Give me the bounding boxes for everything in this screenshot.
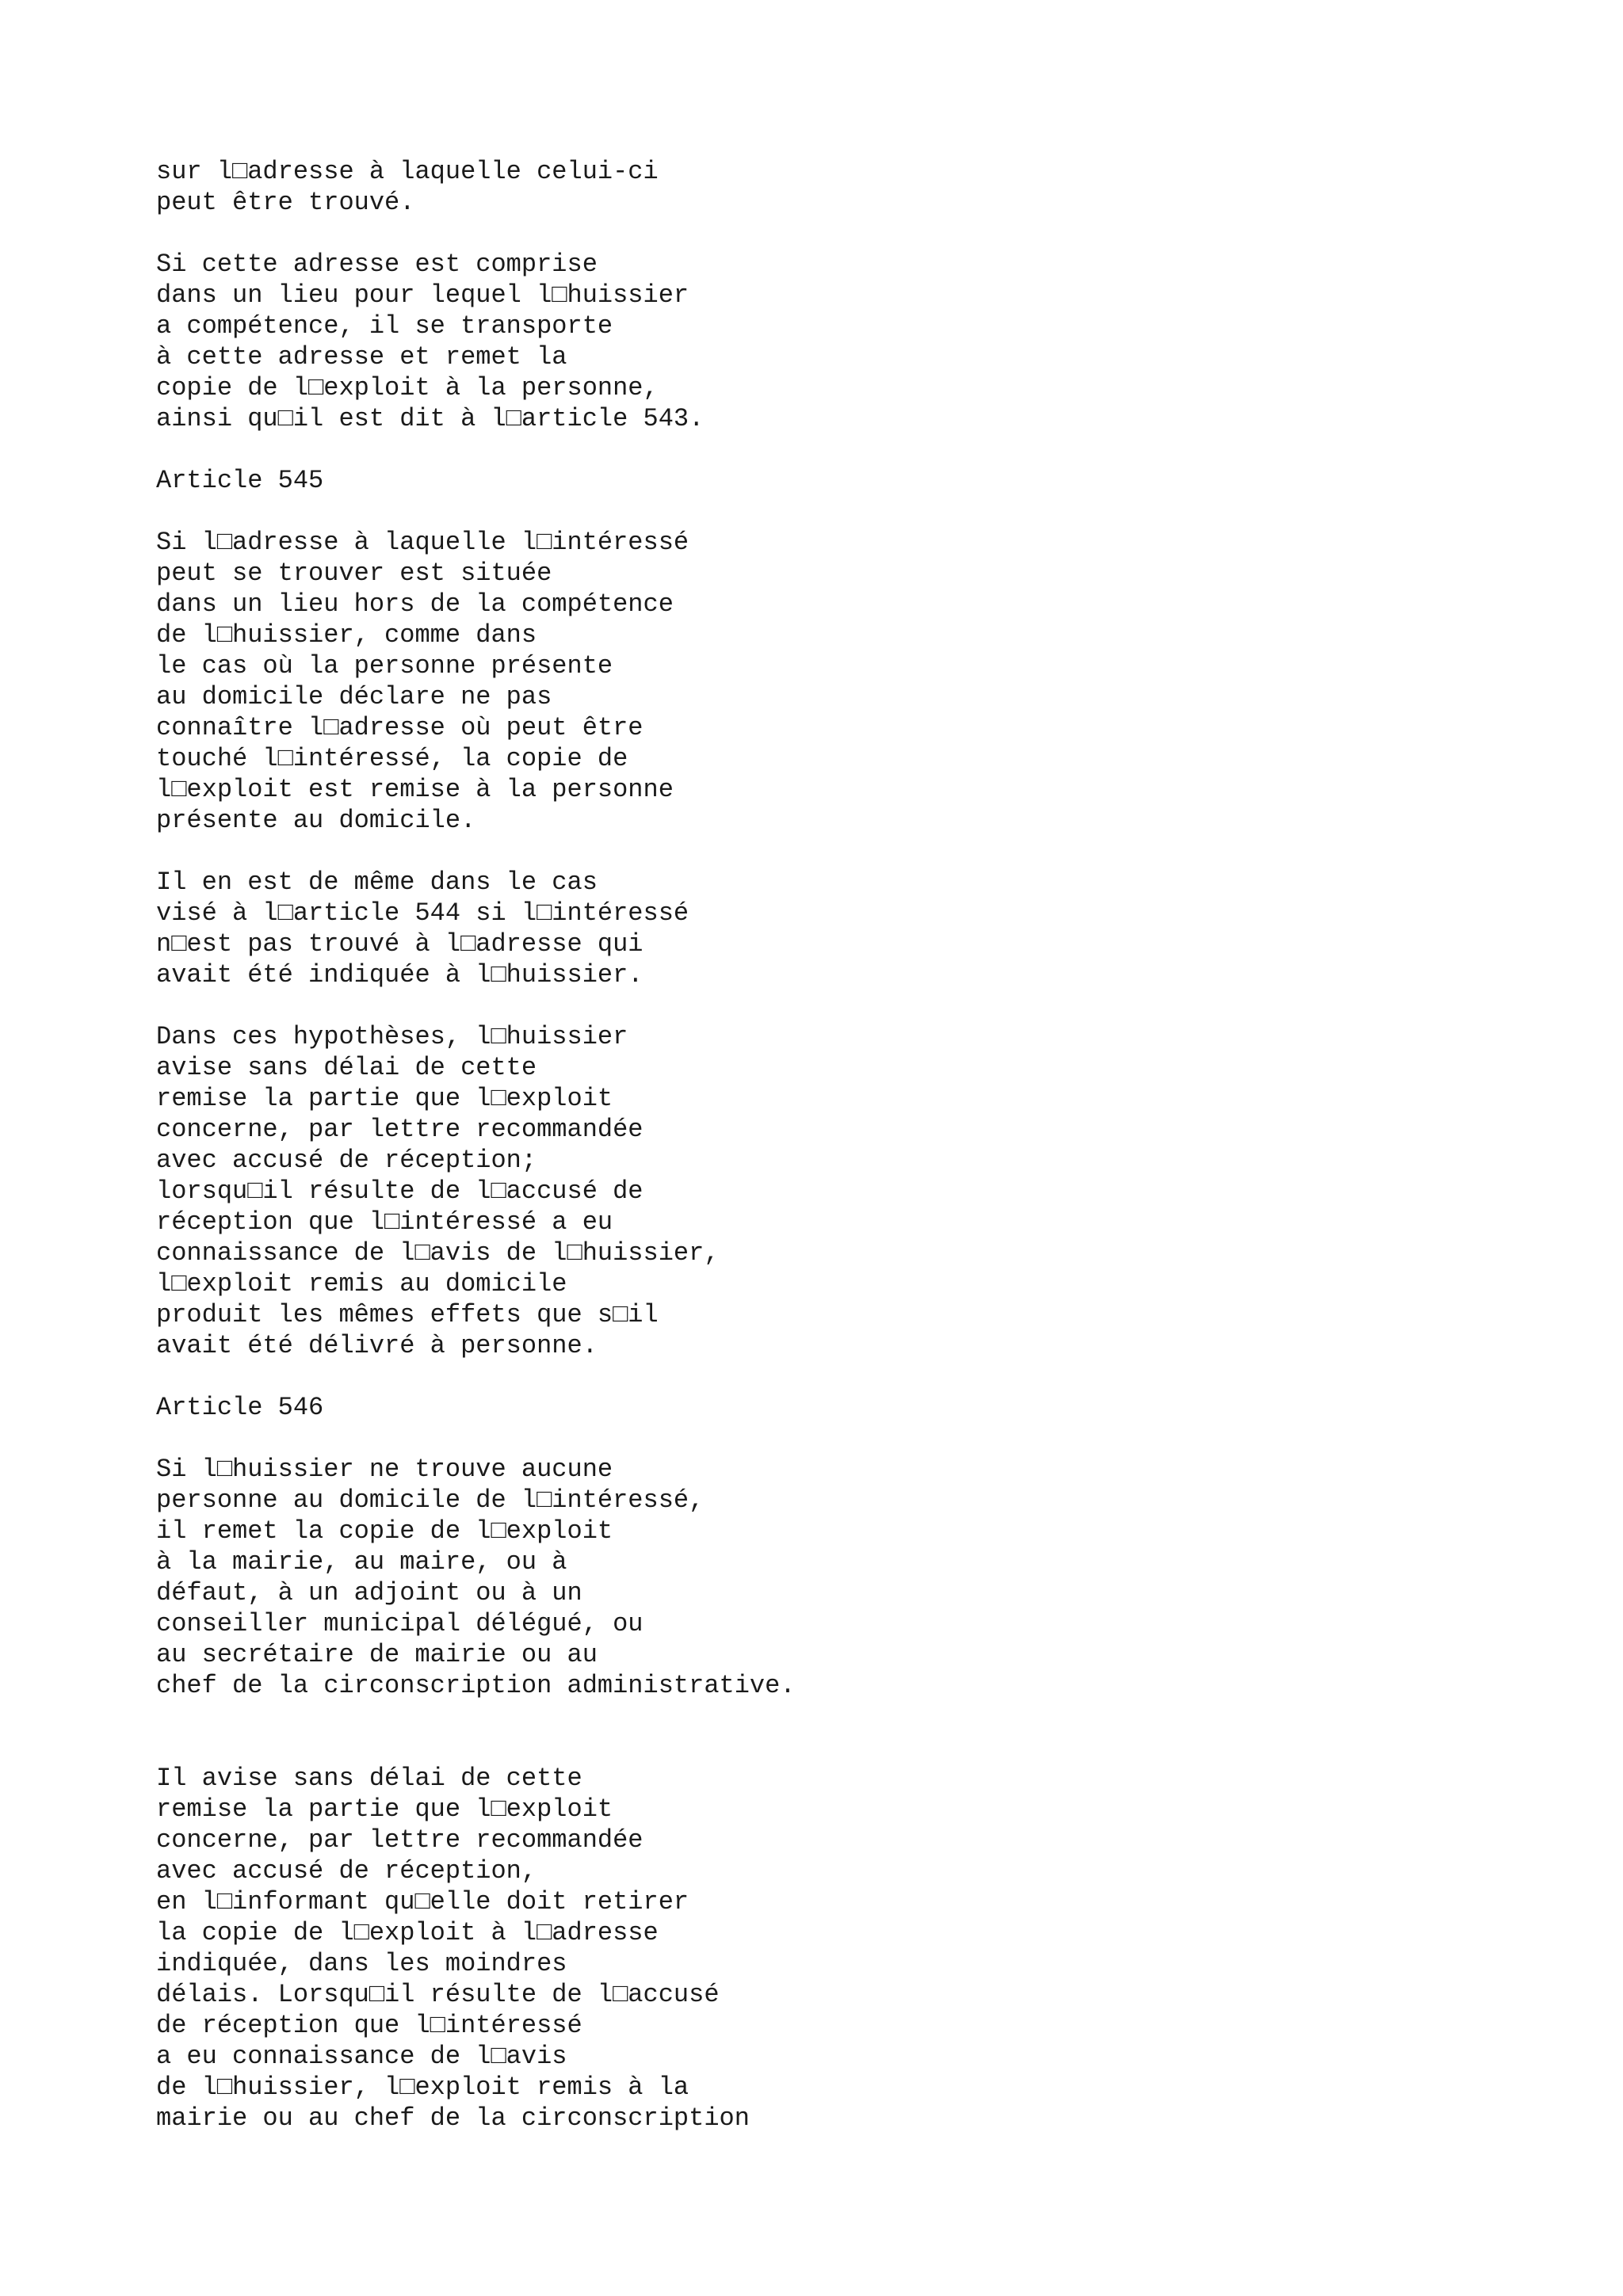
paragraph-spacer — [156, 836, 1583, 867]
text-line: Si l□adresse à laquelle l□intéressé — [156, 528, 689, 557]
text-line: à la mairie, au maire, ou à — [156, 1547, 567, 1577]
text-line: Il avise sans délai de cette — [156, 1764, 582, 1793]
text-line: Si l□huissier ne trouve aucune — [156, 1455, 613, 1484]
paragraph-address-in-jurisdiction — [156, 249, 1583, 434]
text-line: chef de la circonscription administrative. — [156, 1671, 796, 1700]
text-line: touché l□intéressé, la copie de — [156, 744, 628, 773]
text-line: remise la partie que l□exploit — [156, 1794, 613, 1824]
text-line: indiquée, dans les moindres — [156, 1949, 567, 1978]
paragraph-spacer — [156, 496, 1583, 527]
text-line: dans un lieu hors de la compétence — [156, 589, 674, 619]
document-text — [156, 156, 1583, 2134]
text-line: connaître l□adresse où peut être — [156, 713, 643, 742]
paragraph-address-found — [156, 156, 1583, 218]
text-line: la copie de l□exploit à l□adresse — [156, 1918, 659, 1947]
text-line: le cas où la personne présente — [156, 651, 613, 681]
text-line: peut se trouver est située — [156, 559, 552, 588]
text-line: avait été délivré à personne. — [156, 1331, 598, 1360]
text-line: avise sans délai de cette — [156, 1053, 537, 1082]
text-line: dans un lieu pour lequel l□huissier — [156, 280, 689, 310]
text-line: conseiller municipal délégué, ou — [156, 1609, 643, 1638]
text-line: Si cette adresse est comprise — [156, 250, 598, 279]
text-line: remise la partie que l□exploit — [156, 1084, 613, 1113]
paragraph-spacer — [156, 990, 1583, 1021]
paragraph-spacer — [156, 434, 1583, 465]
text-line: Dans ces hypothèses, l□huissier — [156, 1022, 628, 1051]
text-line: a compétence, il se transporte — [156, 311, 613, 341]
text-line: délais. Lorsqu□il résulte de l□accusé — [156, 1980, 720, 2009]
text-line: concerne, par lettre recommandée — [156, 1825, 643, 1855]
text-line: au domicile déclare ne pas — [156, 682, 552, 711]
text-line: de l□huissier, comme dans — [156, 620, 537, 650]
paragraph-address-outside-jurisdiction — [156, 527, 1583, 836]
article-heading: Article 545 — [156, 466, 324, 495]
text-line: réception que l□intéressé a eu — [156, 1207, 613, 1237]
text-line: avait été indiquée à l□huissier. — [156, 960, 643, 990]
text-line: de réception que l□intéressé — [156, 2011, 582, 2040]
text-line: ainsi qu□il est dit à l□article 543. — [156, 404, 705, 433]
text-line: concerne, par lettre recommandée — [156, 1115, 643, 1144]
text-line: à cette adresse et remet la — [156, 342, 567, 372]
paragraph-same-case — [156, 867, 1583, 990]
text-line: lorsqu□il résulte de l□accusé de — [156, 1177, 643, 1206]
text-line: de l□huissier, l□exploit remis à la — [156, 2073, 689, 2102]
text-line: l□exploit remis au domicile — [156, 1269, 567, 1299]
text-line: l□exploit est remise à la personne — [156, 775, 674, 804]
paragraph-spacer — [156, 1701, 1583, 1763]
text-line: sur l□adresse à laquelle celui-ci — [156, 157, 659, 186]
text-line: peut être trouvé. — [156, 188, 415, 217]
text-line: connaissance de l□avis de l□huissier, — [156, 1238, 720, 1268]
text-line: au secrétaire de mairie ou au — [156, 1640, 598, 1669]
paragraph-spacer — [156, 1361, 1583, 1392]
text-line: n□est pas trouvé à l□adresse qui — [156, 929, 643, 959]
paragraph-notify-party — [156, 1763, 1583, 2134]
text-line: présente au domicile. — [156, 806, 476, 835]
text-line: personne au domicile de l□intéressé, — [156, 1486, 705, 1515]
text-line: avec accusé de réception, — [156, 1856, 537, 1886]
paragraph-no-person-found — [156, 1454, 1583, 1701]
text-line: défaut, à un adjoint ou à un — [156, 1578, 582, 1608]
text-line: Il en est de même dans le cas — [156, 868, 598, 897]
text-line: avec accusé de réception; — [156, 1146, 537, 1175]
text-line: mairie ou au chef de la circonscription — [156, 2103, 750, 2133]
article-heading: Article 546 — [156, 1393, 324, 1422]
text-line: il remet la copie de l□exploit — [156, 1516, 613, 1546]
paragraph-spacer — [156, 218, 1583, 249]
text-line: produit les mêmes effets que s□il — [156, 1300, 659, 1329]
text-line: visé à l□article 544 si l□intéressé — [156, 898, 689, 928]
text-line: en l□informant qu□elle doit retirer — [156, 1887, 689, 1917]
text-line: copie de l□exploit à la personne, — [156, 373, 659, 402]
paragraph-notice-hypotheses — [156, 1021, 1583, 1361]
paragraph-spacer — [156, 1423, 1583, 1454]
text-line: a eu connaissance de l□avis — [156, 2042, 567, 2071]
